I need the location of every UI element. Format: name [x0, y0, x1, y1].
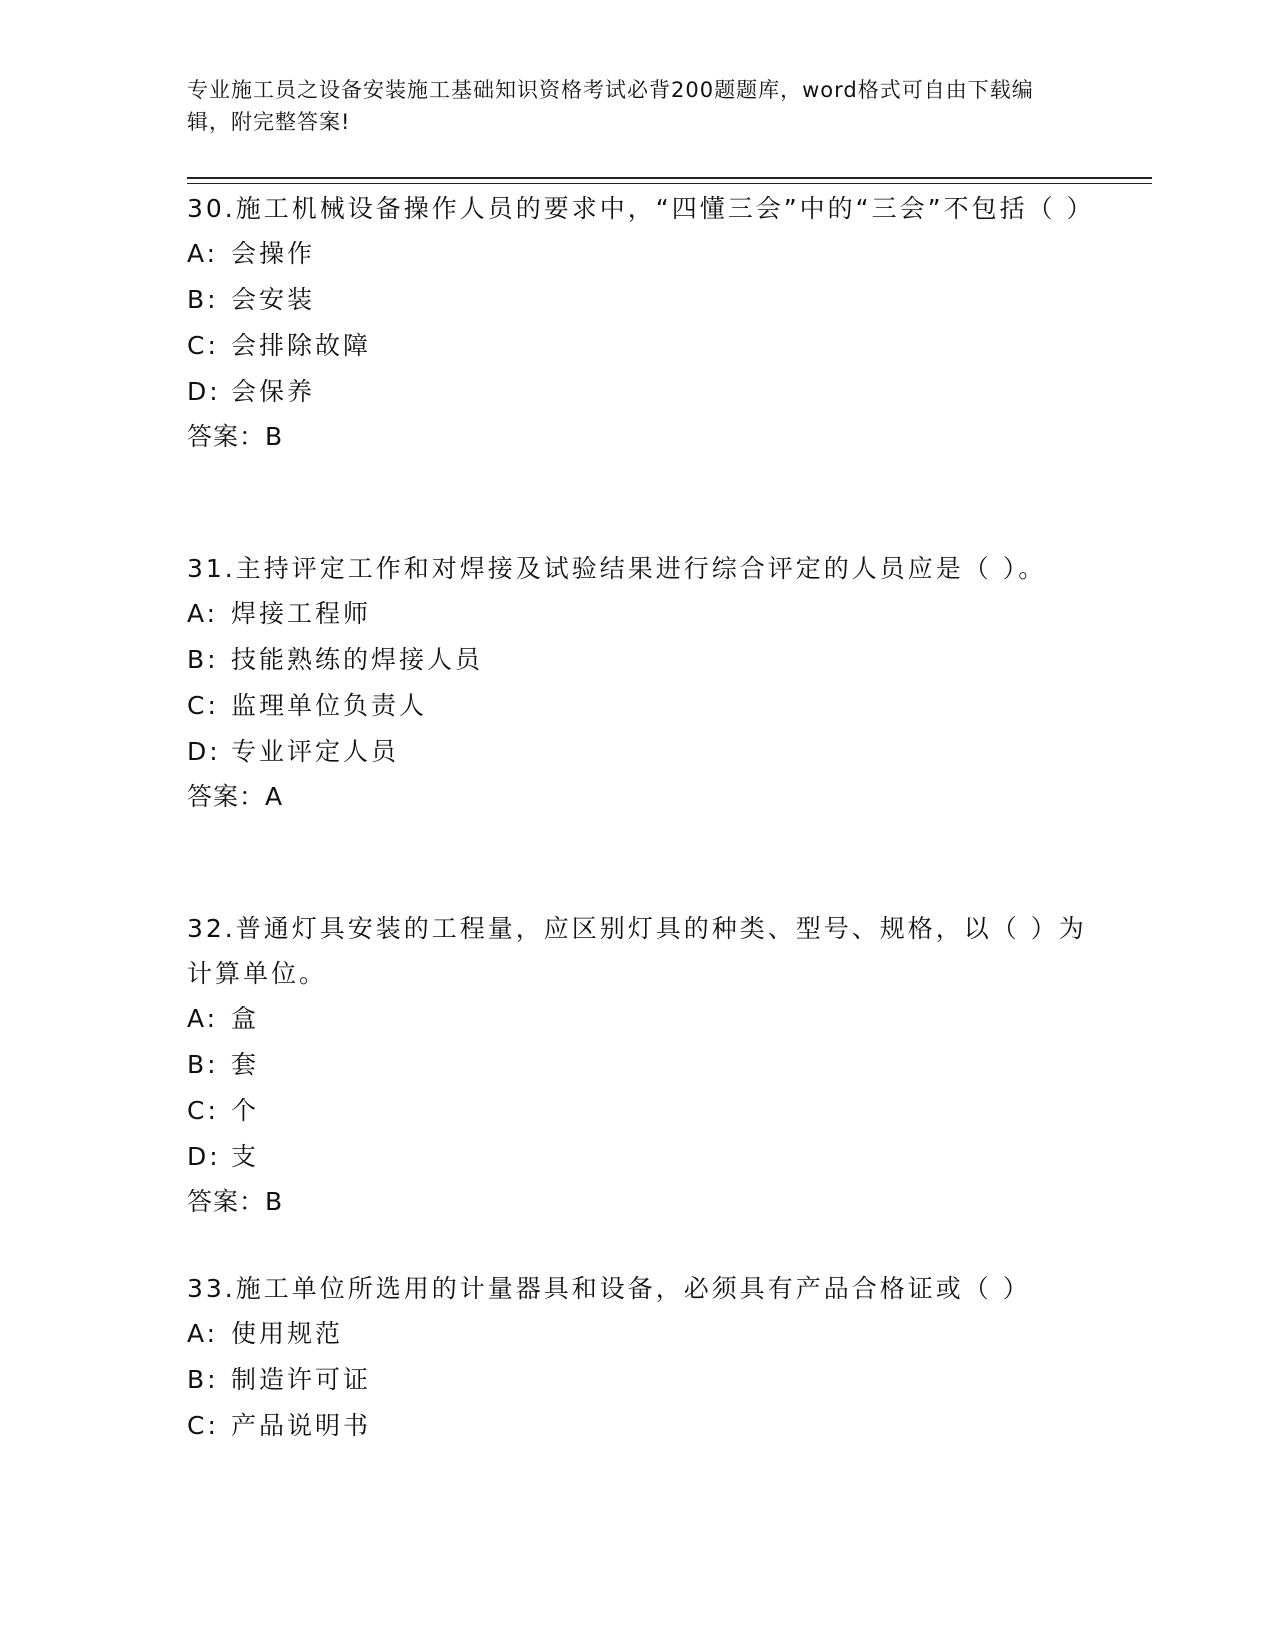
question-32: [187, 906, 1087, 1224]
option-c: C: 产品说明书: [187, 1411, 372, 1440]
option-d: D: 专业评定人员: [187, 737, 400, 766]
option-b: B: 会安装: [187, 285, 316, 314]
question-stem: 30.施工机械设备操作人员的要求中，“四懂三会”中的“三会”不包括（ ）: [187, 194, 1095, 223]
option-c: C: 会排除故障: [187, 331, 372, 360]
question-stem: 31.主持评定工作和对焊接及试验结果进行综合评定的人员应是（ ）。: [187, 554, 1047, 583]
document-header: 专业施工员之设备安装施工基础知识资格考试必背200题题库，word格式可自由下载编辑，附完整答案!: [187, 78, 1034, 134]
header-divider-thin: [187, 183, 1152, 184]
answer: 答案：A: [187, 782, 284, 811]
option-c: C: 个: [187, 1096, 260, 1125]
option-d: D: 会保养: [187, 377, 316, 406]
option-b: B: 套: [187, 1050, 260, 1079]
question-31: [187, 546, 1087, 819]
option-a: A: 使用规范: [187, 1319, 344, 1348]
option-d: D: 支: [187, 1142, 260, 1171]
question-33: [187, 1266, 1087, 1449]
option-b: B: 技能熟练的焊接人员: [187, 645, 484, 674]
option-a: A: 焊接工程师: [187, 599, 372, 628]
header-divider: [187, 177, 1152, 179]
option-c: C: 监理单位负责人: [187, 691, 428, 720]
option-b: B: 制造许可证: [187, 1365, 372, 1394]
option-a: A: 盒: [187, 1004, 260, 1033]
question-stem: 33.施工单位所选用的计量器具和设备，必须具有产品合格证或（ ）: [187, 1274, 1031, 1303]
question-30: [187, 186, 1095, 459]
question-stem: 32.普通灯具安装的工程量，应区别灯具的种类、型号、规格，以（ ）为计算单位。: [187, 914, 1087, 988]
answer: 答案：B: [187, 422, 284, 451]
option-a: A: 会操作: [187, 239, 316, 268]
answer: 答案：B: [187, 1187, 284, 1216]
